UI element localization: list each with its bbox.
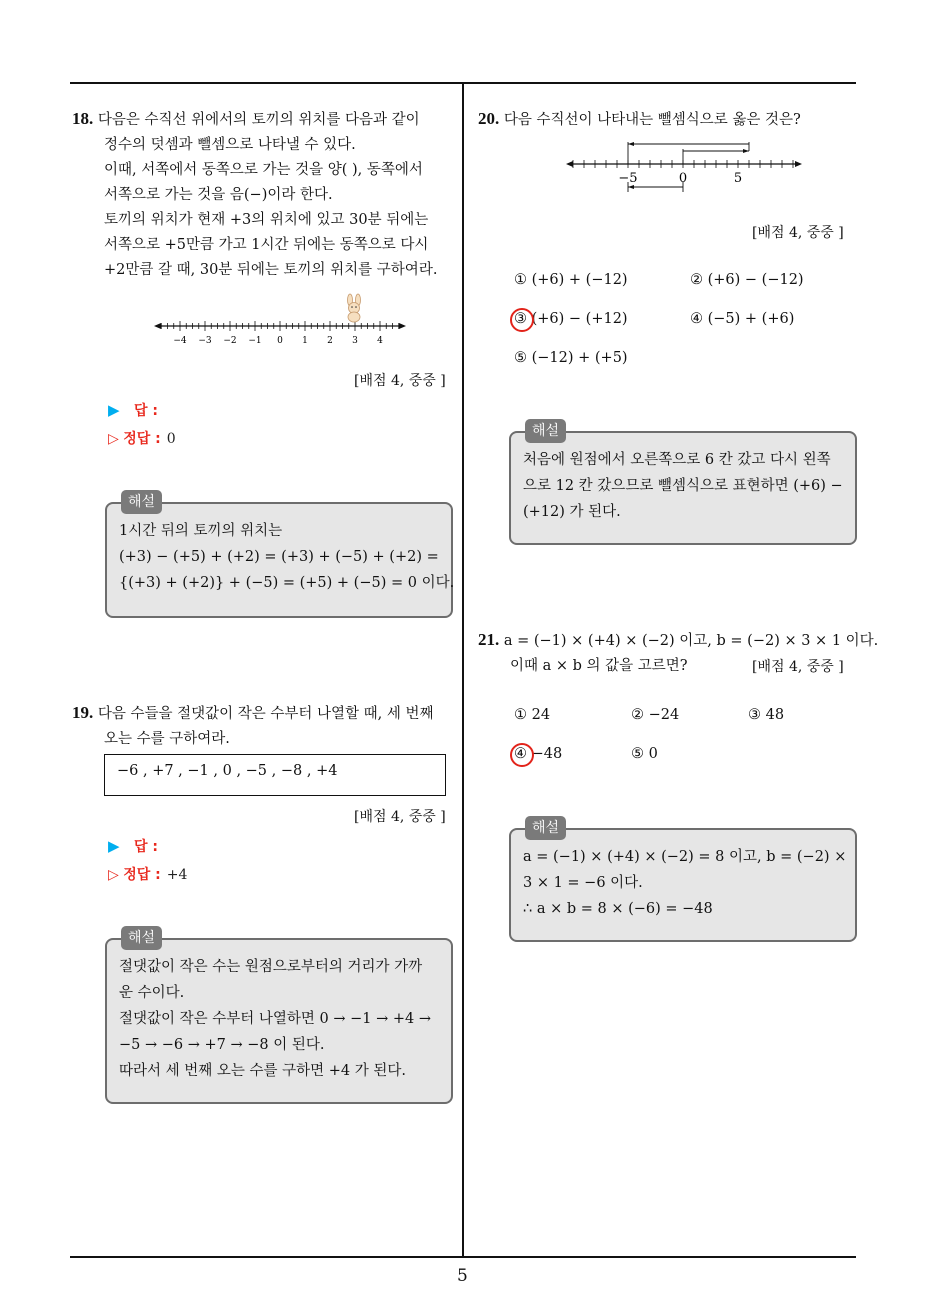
option-1[interactable]: ① 24 [514,707,551,723]
tick-label: 1 [302,336,308,346]
explanation-text: {(+3) + (+2)} + (−5) = (+5) + (−5) = 0 이다. [119,575,455,591]
option-2[interactable]: ② −24 [631,707,680,723]
correct-value: 0 [166,431,176,447]
tick-label: 2 [327,336,333,346]
answer-label: 답 : [134,403,158,419]
explanation-box [509,423,857,545]
explanation-text: 처음에 원점에서 오른쪽으로 6 칸 갔고 다시 왼쪽 [523,452,831,468]
question-20 [478,106,858,133]
correct-label: 정답 : [123,431,161,447]
question-text: 서쪽으로 +5만큼 가고 1시간 뒤에는 동쪽으로 다시 [104,237,429,253]
question-number: 18. [72,109,94,128]
rabbit-icon [348,294,361,322]
tick-label: −1 [248,336,262,346]
tick-label: 0 [277,336,283,346]
question-19 [72,700,457,752]
selected-answer-circle [510,308,534,332]
question-text: 오는 수를 구하여라. [104,731,230,747]
question-number: 21. [478,630,500,649]
explanation-box [105,930,453,1104]
tick-label: −3 [198,336,212,346]
question-text: 이때, 서쪽에서 동쪽으로 가는 것을 양( ), 동쪽에서 [104,162,423,178]
question-text: 다음 수직선이 나타내는 뺄셈식으로 옳은 것은? [503,112,801,128]
explanation-box [509,820,857,942]
question-text: 다음은 수직선 위에서의 토끼의 위치를 다음과 같이 [97,112,420,128]
option-5[interactable]: ⑤ 0 [631,746,658,762]
explanation-text: 운 수이다. [119,985,185,1001]
question-number: 20. [478,109,500,128]
question-text: 정수의 덧셈과 뺄셈으로 나타낼 수 있다. [104,137,356,153]
column-divider [462,82,464,1258]
correct-answer-row [108,864,187,884]
question-number: 19. [72,703,94,722]
question-18 [72,106,457,283]
tick-label: 0 [678,171,688,186]
rabbit-number-line [152,290,412,350]
answer-row [108,400,158,420]
explanation-text: 으로 12 칸 갔으므로 뺄셈식으로 표현하면 (+6) − [523,478,843,494]
explanation-text: (+12) 가 된다. [523,504,621,520]
option-3[interactable]: ③ 48 [748,707,785,723]
correct-value: +4 [166,867,188,883]
explanation-text: 절댓값이 작은 수는 원점으로부터의 거리가 가까 [119,959,423,975]
outline-triangle-icon: ▷ [108,867,119,883]
explanation-text: 따라서 세 번째 오는 수를 구하면 +4 가 된다. [119,1063,406,1079]
answer-label: 답 : [134,839,158,855]
question-text: +2만큼 갈 때, 30분 뒤에는 토끼의 위치를 구하여라. [104,262,438,278]
question-text: a = (−1) × (+4) × (−2) 이고, b = (−2) × 3 × 1 이다. [503,633,879,649]
score-label: [배점 4, 중중 ] [354,809,446,825]
question-text: 다음 수들을 절댓값이 작은 수부터 나열할 때, 세 번째 [97,706,434,722]
option-4[interactable]: ④ −48 [514,746,563,762]
tick-label: −4 [173,336,187,346]
outline-triangle-icon: ▷ [108,431,119,447]
triangle-icon: ▶ [108,837,120,855]
option-1[interactable]: ① (+6) + (−12) [514,272,628,288]
question-text: 서쪽으로 가는 것을 음(−)이라 한다. [104,187,333,203]
explanation-text: (+3) − (+5) + (+2) = (+3) + (−5) + (+2) = [119,549,439,565]
score-label: [배점 4, 중중 ] [354,373,446,389]
explanation-box [105,494,455,618]
explanation-text: 절댓값이 작은 수부터 나열하면 0 → −1 → +4 → [119,1011,431,1027]
question-text: 토끼의 위치가 현재 +3의 위치에 있고 30분 뒤에는 [104,212,429,228]
explanation-text: 3 × 1 = −6 이다. [523,875,643,891]
tick-label: 5 [733,171,743,186]
tick-label: 3 [352,336,358,346]
option-3[interactable]: ③ (+6) − (+12) [514,311,628,327]
option-4[interactable]: ④ (−5) + (+6) [690,311,795,327]
explanation-tag: 해설 [121,926,162,950]
tick-label: 4 [377,336,383,346]
explanation-tag: 해설 [121,490,162,514]
option-2[interactable]: ② (+6) − (−12) [690,272,804,288]
tick-label: −2 [223,336,237,346]
explanation-text: −5 → −6 → +7 → −8 이 된다. [119,1037,325,1053]
correct-label: 정답 : [123,867,161,883]
arrow-number-line [562,138,812,198]
explanation-text: 1시간 뒤의 토끼의 위치는 [119,523,283,539]
triangle-icon: ▶ [108,401,120,419]
option-5[interactable]: ⑤ (−12) + (+5) [514,350,628,366]
question-text: 이때 a × b 의 값을 고르면? [510,658,688,674]
score-label: [배점 4, 중중 ] [752,225,844,241]
explanation-tag: 해설 [525,419,566,443]
page-number: 5 [457,1266,468,1286]
numbers-box: −6 , +7 , −1 , 0 , −5 , −8 , +4 [104,754,446,796]
selected-answer-circle [510,743,534,767]
explanation-text: a = (−1) × (+4) × (−2) = 8 이고, b = (−2) × [523,849,847,865]
correct-answer-row [108,428,176,448]
tick-label: −5 [618,171,638,186]
score-label: [배점 4, 중중 ] [752,659,844,675]
explanation-tag: 해설 [525,816,566,840]
answer-row [108,836,158,856]
explanation-text: ∴ a × b = 8 × (−6) = −48 [523,901,713,917]
bottom-rule [70,1256,856,1258]
